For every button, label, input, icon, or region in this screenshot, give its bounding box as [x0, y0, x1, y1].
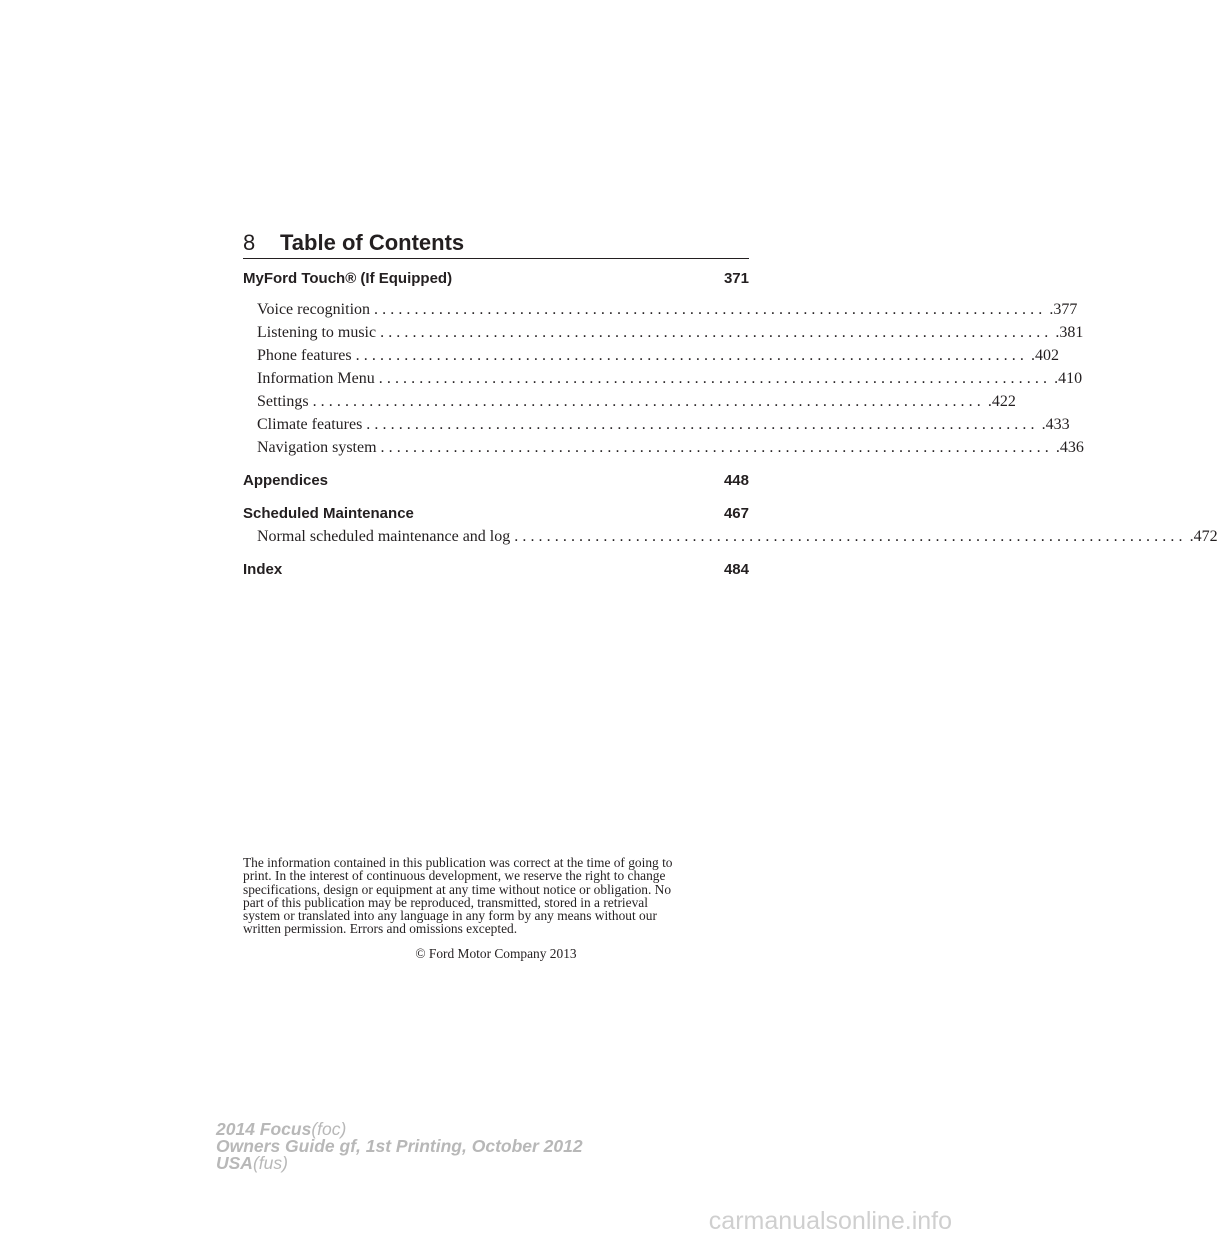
- toc-entry-listening-to-music[interactable]: [243, 321, 1084, 344]
- disclaimer-line: part of this publication may be reproduced, transmitted, stored in a retrieval: [243, 894, 648, 910]
- page-number: 8: [243, 230, 256, 255]
- dot-leader: ...................................................................................: [380, 439, 1053, 456]
- toc-entry-climate-features[interactable]: [243, 413, 1070, 436]
- dot-leader: ...................................................................................: [378, 370, 1052, 387]
- section-page: 371: [723, 270, 749, 287]
- toc-entry-normal-scheduled-maintenance[interactable]: [243, 525, 1218, 548]
- disclaimer-line: written permission. Errors and omissions excepted.: [243, 921, 518, 937]
- entry-page: .433: [1041, 416, 1070, 433]
- footer-market: USA: [216, 1153, 253, 1173]
- toc-section-scheduled-maintenance[interactable]: [243, 502, 749, 525]
- entry-label: Phone features: [257, 347, 352, 364]
- section-title: Index: [243, 561, 283, 578]
- page-title: Table of Contents: [280, 230, 465, 255]
- footer-model-code: (foc): [311, 1119, 347, 1139]
- section-title: Appendices: [243, 472, 329, 489]
- section-title: Scheduled Maintenance: [243, 505, 414, 522]
- entry-page: .381: [1055, 324, 1084, 341]
- toc-section-appendices[interactable]: [243, 469, 749, 492]
- entry-page: .422: [987, 393, 1016, 410]
- dot-leader: ...................................................................................: [355, 347, 1028, 364]
- dot-leader: ...................................................................................: [380, 324, 1053, 341]
- section-page: 448: [723, 472, 749, 489]
- copyright-notice: © Ford Motor Company 2013: [415, 946, 577, 961]
- dot-leader: ...................................................................................: [374, 301, 1047, 318]
- disclaimer-line: system or translated into any language in any form by any means without our: [243, 908, 657, 924]
- footer-model: 2014 Focus: [216, 1119, 312, 1139]
- dot-leader: ...................................................................................: [312, 393, 985, 410]
- disclaimer-text: [243, 856, 749, 936]
- dot-leader: ...................................................................................: [366, 416, 1039, 433]
- section-page: 467: [723, 505, 749, 522]
- toc-section-myford-touch[interactable]: [243, 267, 749, 290]
- entry-page: .472: [1189, 528, 1218, 545]
- footer-guide: Owners Guide gf, 1st Printing, October 2012: [216, 1136, 583, 1156]
- entry-label: Settings: [257, 393, 309, 410]
- entry-label: Listening to music: [257, 324, 377, 341]
- entry-page: .402: [1030, 347, 1059, 364]
- section-page: 484: [723, 561, 749, 578]
- toc-entry-phone-features[interactable]: [243, 344, 1059, 367]
- toc-entry-information-menu[interactable]: [243, 367, 1083, 390]
- dot-leader: ...................................................................................: [514, 528, 1187, 545]
- entry-label: Navigation system: [257, 439, 377, 456]
- toc-entry-navigation-system[interactable]: [243, 436, 1084, 459]
- footer-edition-info: [216, 1121, 583, 1172]
- entry-label: Voice recognition: [257, 301, 371, 318]
- footer-line-market: [216, 1155, 583, 1172]
- footer-market-code: (fus): [252, 1153, 288, 1173]
- entry-page: .377: [1049, 301, 1078, 318]
- toc-section-index[interactable]: [243, 558, 749, 581]
- disclaimer-line: print. In the interest of continuous development, we reserve the right to change: [243, 868, 666, 884]
- watermark: carmanualsonline.info: [708, 1207, 952, 1235]
- table-of-contents: [243, 267, 1218, 581]
- disclaimer-line: specifications, design or equipment at any time without notice or obligation. No: [243, 881, 672, 897]
- disclaimer-line: The information contained in this publication was correct at the time of going to: [243, 855, 673, 870]
- toc-entry-voice-recognition[interactable]: [243, 298, 1078, 321]
- page-header: [243, 229, 749, 259]
- entry-page: .410: [1054, 370, 1083, 387]
- entry-page: .436: [1055, 439, 1084, 456]
- entry-label: Climate features: [257, 416, 363, 433]
- section-title: MyFord Touch® (If Equipped): [243, 270, 453, 287]
- toc-entry-settings[interactable]: [243, 390, 1016, 413]
- entry-label: Normal scheduled maintenance and log: [257, 528, 511, 545]
- entry-label: Information Menu: [257, 370, 375, 387]
